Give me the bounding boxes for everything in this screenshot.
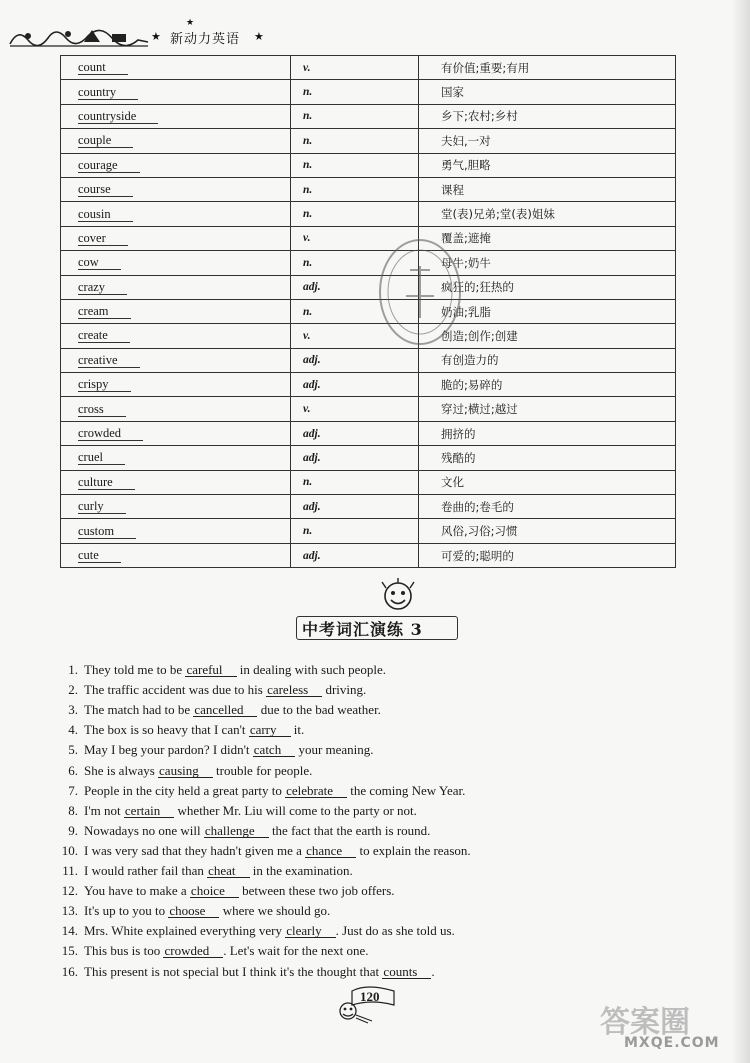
vocab-meaning: 疯狂的;狂热的 xyxy=(419,275,676,299)
exercise-number: 2. xyxy=(68,682,78,698)
page-footer xyxy=(332,985,402,1025)
vocab-word-cell xyxy=(61,251,291,275)
vocab-pos: adj. xyxy=(291,421,419,445)
vocab-word-cell xyxy=(61,324,291,348)
exercise-item xyxy=(60,883,395,899)
vocab-word-cell xyxy=(61,495,291,519)
exercise-answer-blank: celebrate xyxy=(285,784,347,798)
exercise-text-before: This present is not special but I think it's the thought that xyxy=(84,963,383,979)
exercise-item xyxy=(60,662,386,678)
exercise-number: 6. xyxy=(68,762,78,778)
exercise-number: 14. xyxy=(61,923,78,939)
exercise-item xyxy=(60,863,353,879)
vocab-pos: n. xyxy=(291,251,419,275)
vocab-meaning: 有创造力的 xyxy=(419,348,676,372)
exercise-text-before: This bus is too xyxy=(84,943,164,959)
exercise-text-after: in dealing with such people. xyxy=(236,662,387,677)
vocab-meaning: 有价值;重要;有用 xyxy=(419,56,676,80)
watermark-url: MXQE.COM xyxy=(624,1035,720,1051)
vocab-word: curly xyxy=(78,500,126,514)
vocab-pos: adj. xyxy=(291,495,419,519)
exercise-text-before: I would rather fail than xyxy=(84,863,208,878)
vocab-pos: adj. xyxy=(291,373,419,397)
exercise-item xyxy=(60,923,455,939)
vocab-meaning: 脆的;易碎的 xyxy=(419,373,676,397)
vocab-word: cute xyxy=(78,549,121,563)
exercise-item xyxy=(60,682,366,698)
exercise-number: 10. xyxy=(61,842,78,858)
table-row xyxy=(61,373,676,397)
exercise-text-after: between these two job offers. xyxy=(238,883,395,899)
table-row xyxy=(61,275,676,299)
vocab-word-cell xyxy=(61,80,291,104)
exercise-answer-blank: certain xyxy=(124,804,174,818)
exercise-text-after: in the examination. xyxy=(249,863,353,878)
vocab-meaning: 穿过;横过;越过 xyxy=(419,397,676,421)
exercise-text-before: It's up to you to xyxy=(84,903,169,919)
vocab-pos: n. xyxy=(291,519,419,543)
star-icon: ★ xyxy=(151,30,161,43)
exercise-answer-blank: careful xyxy=(185,663,236,677)
vocab-meaning: 文化 xyxy=(419,470,676,494)
vocab-meaning: 拥挤的 xyxy=(419,421,676,445)
exercise-text-after: the coming New Year. xyxy=(346,782,466,798)
exercise-answer-blank: choose xyxy=(168,904,219,918)
exercise-text-before: People in the city held a great party to xyxy=(84,782,286,798)
exercise-number: 15. xyxy=(61,943,78,959)
exercise-answer-blank: chance xyxy=(305,844,356,858)
vocab-meaning: 乡下;农村;乡村 xyxy=(419,104,676,128)
table-row xyxy=(61,348,676,372)
vocab-word-cell xyxy=(61,299,291,323)
vocab-word: cover xyxy=(78,232,128,246)
page-header xyxy=(8,18,308,52)
vocab-word: custom xyxy=(78,525,136,539)
vocab-pos: v. xyxy=(291,397,419,421)
vocab-pos: v. xyxy=(291,324,419,348)
vocab-meaning: 可爱的;聪明的 xyxy=(419,543,676,567)
vocab-word: crispy xyxy=(78,378,131,392)
vocab-word-cell xyxy=(61,129,291,153)
vocab-pos: v. xyxy=(291,226,419,250)
exercise-text-before: I'm not xyxy=(84,802,124,818)
vocab-word: cruel xyxy=(78,451,125,465)
exercise-answer-blank: counts xyxy=(382,965,431,979)
exercise-answer-blank: catch xyxy=(253,743,295,757)
vocab-pos: v. xyxy=(291,56,419,80)
section-title xyxy=(296,608,456,638)
vocab-word: courage xyxy=(78,159,140,173)
exercise-item xyxy=(60,964,435,980)
star-icon: ★ xyxy=(186,18,195,28)
table-row xyxy=(61,495,676,519)
table-row xyxy=(61,226,676,250)
exercise-item xyxy=(60,783,465,799)
vocab-meaning: 奶油;乳脂 xyxy=(419,299,676,323)
vocab-pos: n. xyxy=(291,470,419,494)
exercise-number: 5. xyxy=(68,742,78,758)
exercise-answer-blank: cheat xyxy=(207,864,249,878)
watermark-logo: 答案圈 xyxy=(600,1005,690,1040)
table-row xyxy=(61,397,676,421)
vocab-meaning: 堂(表)兄弟;堂(表)姐妹 xyxy=(419,202,676,226)
book-title: 新动力英语 xyxy=(170,32,241,47)
exercise-text-before: Nowadays no one will xyxy=(84,822,204,838)
vocab-pos: adj. xyxy=(291,446,419,470)
vocab-word: course xyxy=(78,183,133,197)
exercise-text-after: driving. xyxy=(322,682,367,698)
exercise-text-before: The box is so heavy that I can't xyxy=(84,722,249,738)
page-edge-shadow xyxy=(732,0,750,1063)
exercise-text-before: You have to make a xyxy=(84,883,190,899)
vocab-word: creative xyxy=(78,354,140,368)
table-row xyxy=(61,104,676,128)
vocab-pos: n. xyxy=(291,80,419,104)
vocab-word-cell xyxy=(61,421,291,445)
exercise-number: 16. xyxy=(61,963,78,979)
vocab-word-cell xyxy=(61,373,291,397)
exercise-number: 1. xyxy=(68,662,78,677)
vocab-meaning: 风俗,习俗;习惯 xyxy=(419,519,676,543)
exercise-answer-blank: challenge xyxy=(204,824,269,838)
vocab-word: culture xyxy=(78,476,135,490)
exercise-answer-blank: crowded xyxy=(163,944,223,958)
exercise-text-after: . xyxy=(431,963,435,979)
vocab-meaning: 课程 xyxy=(419,177,676,201)
exercise-text-after: whether Mr. Liu will come to the party or not. xyxy=(174,802,417,818)
table-row xyxy=(61,251,676,275)
vocab-meaning: 母牛;奶牛 xyxy=(419,251,676,275)
vocab-word-cell xyxy=(61,104,291,128)
vocab-meaning: 国家 xyxy=(419,80,676,104)
exercise-text-before: May I beg your pardon? I didn't xyxy=(84,742,253,758)
exercise-item xyxy=(60,843,471,859)
vocab-pos: n. xyxy=(291,202,419,226)
vocab-pos: adj. xyxy=(291,275,419,299)
vocab-word-cell xyxy=(61,543,291,567)
vocab-word-cell xyxy=(61,519,291,543)
exercise-answer-blank: carry xyxy=(249,723,291,737)
exercise-item xyxy=(60,702,381,718)
star-icon: ★ xyxy=(254,30,264,43)
vocab-word: cousin xyxy=(78,208,133,222)
exercise-number: 7. xyxy=(68,782,78,798)
vocab-meaning: 卷曲的;卷毛的 xyxy=(419,495,676,519)
exercise-item xyxy=(60,803,417,819)
exercise-text-before: She is always xyxy=(84,762,159,778)
exercise-item xyxy=(60,722,304,738)
exercise-item xyxy=(60,763,312,779)
exercise-answer-blank: causing xyxy=(158,764,213,778)
exercise-item xyxy=(60,943,369,959)
exercise-text-after: your meaning. xyxy=(295,742,374,758)
exercise-text-after: trouble for people. xyxy=(212,762,313,778)
vocab-word-cell xyxy=(61,446,291,470)
exercise-answer-blank: clearly xyxy=(285,924,335,938)
exercise-text-after: it. xyxy=(290,722,305,738)
exercise-number: 9. xyxy=(68,822,78,838)
exercise-text-after: . Let's wait for the next one. xyxy=(223,943,369,959)
vocab-meaning: 勇气,胆略 xyxy=(419,153,676,177)
vocab-word: countryside xyxy=(78,110,158,124)
exercise-text-before: The traffic accident was due to his xyxy=(84,682,267,698)
vocab-meaning: 夫妇,一对 xyxy=(419,129,676,153)
vocab-pos: adj. xyxy=(291,348,419,372)
table-row xyxy=(61,421,676,445)
vocab-pos: adj. xyxy=(291,543,419,567)
vocab-word: create xyxy=(78,329,130,343)
vocab-word-cell xyxy=(61,348,291,372)
vocab-word: cross xyxy=(78,403,126,417)
table-row xyxy=(61,324,676,348)
table-row xyxy=(61,543,676,567)
table-row xyxy=(61,470,676,494)
exercise-item xyxy=(60,742,374,758)
site-watermark xyxy=(592,997,742,1057)
vocab-word: cream xyxy=(78,305,131,319)
table-row xyxy=(61,129,676,153)
exercise-number: 8. xyxy=(68,802,78,818)
exercise-number: 4. xyxy=(68,722,78,738)
vocab-word-cell xyxy=(61,470,291,494)
exercise-text-before: The match had to be xyxy=(84,702,194,718)
vocab-word-cell xyxy=(61,56,291,80)
vocab-pos: n. xyxy=(291,104,419,128)
vocab-word: count xyxy=(78,61,128,75)
vocab-word-cell xyxy=(61,275,291,299)
header-decoration-icon xyxy=(8,24,150,48)
vocab-pos: n. xyxy=(291,299,419,323)
exercise-item xyxy=(60,823,430,839)
vocab-word-cell xyxy=(61,202,291,226)
table-row xyxy=(61,519,676,543)
vocab-pos: n. xyxy=(291,153,419,177)
exercise-text-after: where we should go. xyxy=(219,903,331,919)
exercise-text-before: They told me to be xyxy=(84,662,186,677)
vocab-meaning: 创造;创作;创建 xyxy=(419,324,676,348)
vocab-meaning: 残酷的 xyxy=(419,446,676,470)
table-row xyxy=(61,80,676,104)
vocab-word-cell xyxy=(61,153,291,177)
section-title-text: 中考词汇演练 3 xyxy=(302,620,423,639)
table-row xyxy=(61,446,676,470)
vocab-word: country xyxy=(78,86,138,100)
vocab-word: crazy xyxy=(78,281,127,295)
vocab-word: crowded xyxy=(78,427,143,441)
exercise-number: 3. xyxy=(68,702,78,718)
table-row xyxy=(61,153,676,177)
exercise-answer-blank: choice xyxy=(190,884,239,898)
vocab-word-cell xyxy=(61,397,291,421)
exercise-text-after: . Just do as she told us. xyxy=(335,923,455,939)
vocab-word-cell xyxy=(61,177,291,201)
vocab-meaning: 覆盖;遮掩 xyxy=(419,226,676,250)
exercise-item xyxy=(60,903,330,919)
exercise-text-before: Mrs. White explained everything very xyxy=(84,923,286,939)
vocabulary-table xyxy=(60,55,676,568)
vocab-pos: n. xyxy=(291,129,419,153)
stamp-seal-icon xyxy=(376,236,464,348)
vocab-pos: n. xyxy=(291,177,419,201)
exercise-answer-blank: careless xyxy=(266,683,322,697)
exercise-text-after: due to the bad weather. xyxy=(257,702,381,718)
table-row xyxy=(61,56,676,80)
exercise-number: 13. xyxy=(61,903,78,919)
exercise-text-after: to explain the reason. xyxy=(356,842,471,858)
exercise-text-before: I was very sad that they hadn't given me a xyxy=(84,842,306,858)
exercise-number: 12. xyxy=(61,883,78,899)
exercise-number: 11. xyxy=(62,863,78,878)
vocab-word: cow xyxy=(78,256,121,270)
exercise-answer-blank: cancelled xyxy=(193,703,257,717)
table-row xyxy=(61,177,676,201)
exercise-text-after: the fact that the earth is round. xyxy=(268,822,431,838)
page-number: 120 xyxy=(360,989,380,1004)
table-row xyxy=(61,202,676,226)
vocab-word: couple xyxy=(78,134,133,148)
vocab-word-cell xyxy=(61,226,291,250)
table-row xyxy=(61,299,676,323)
